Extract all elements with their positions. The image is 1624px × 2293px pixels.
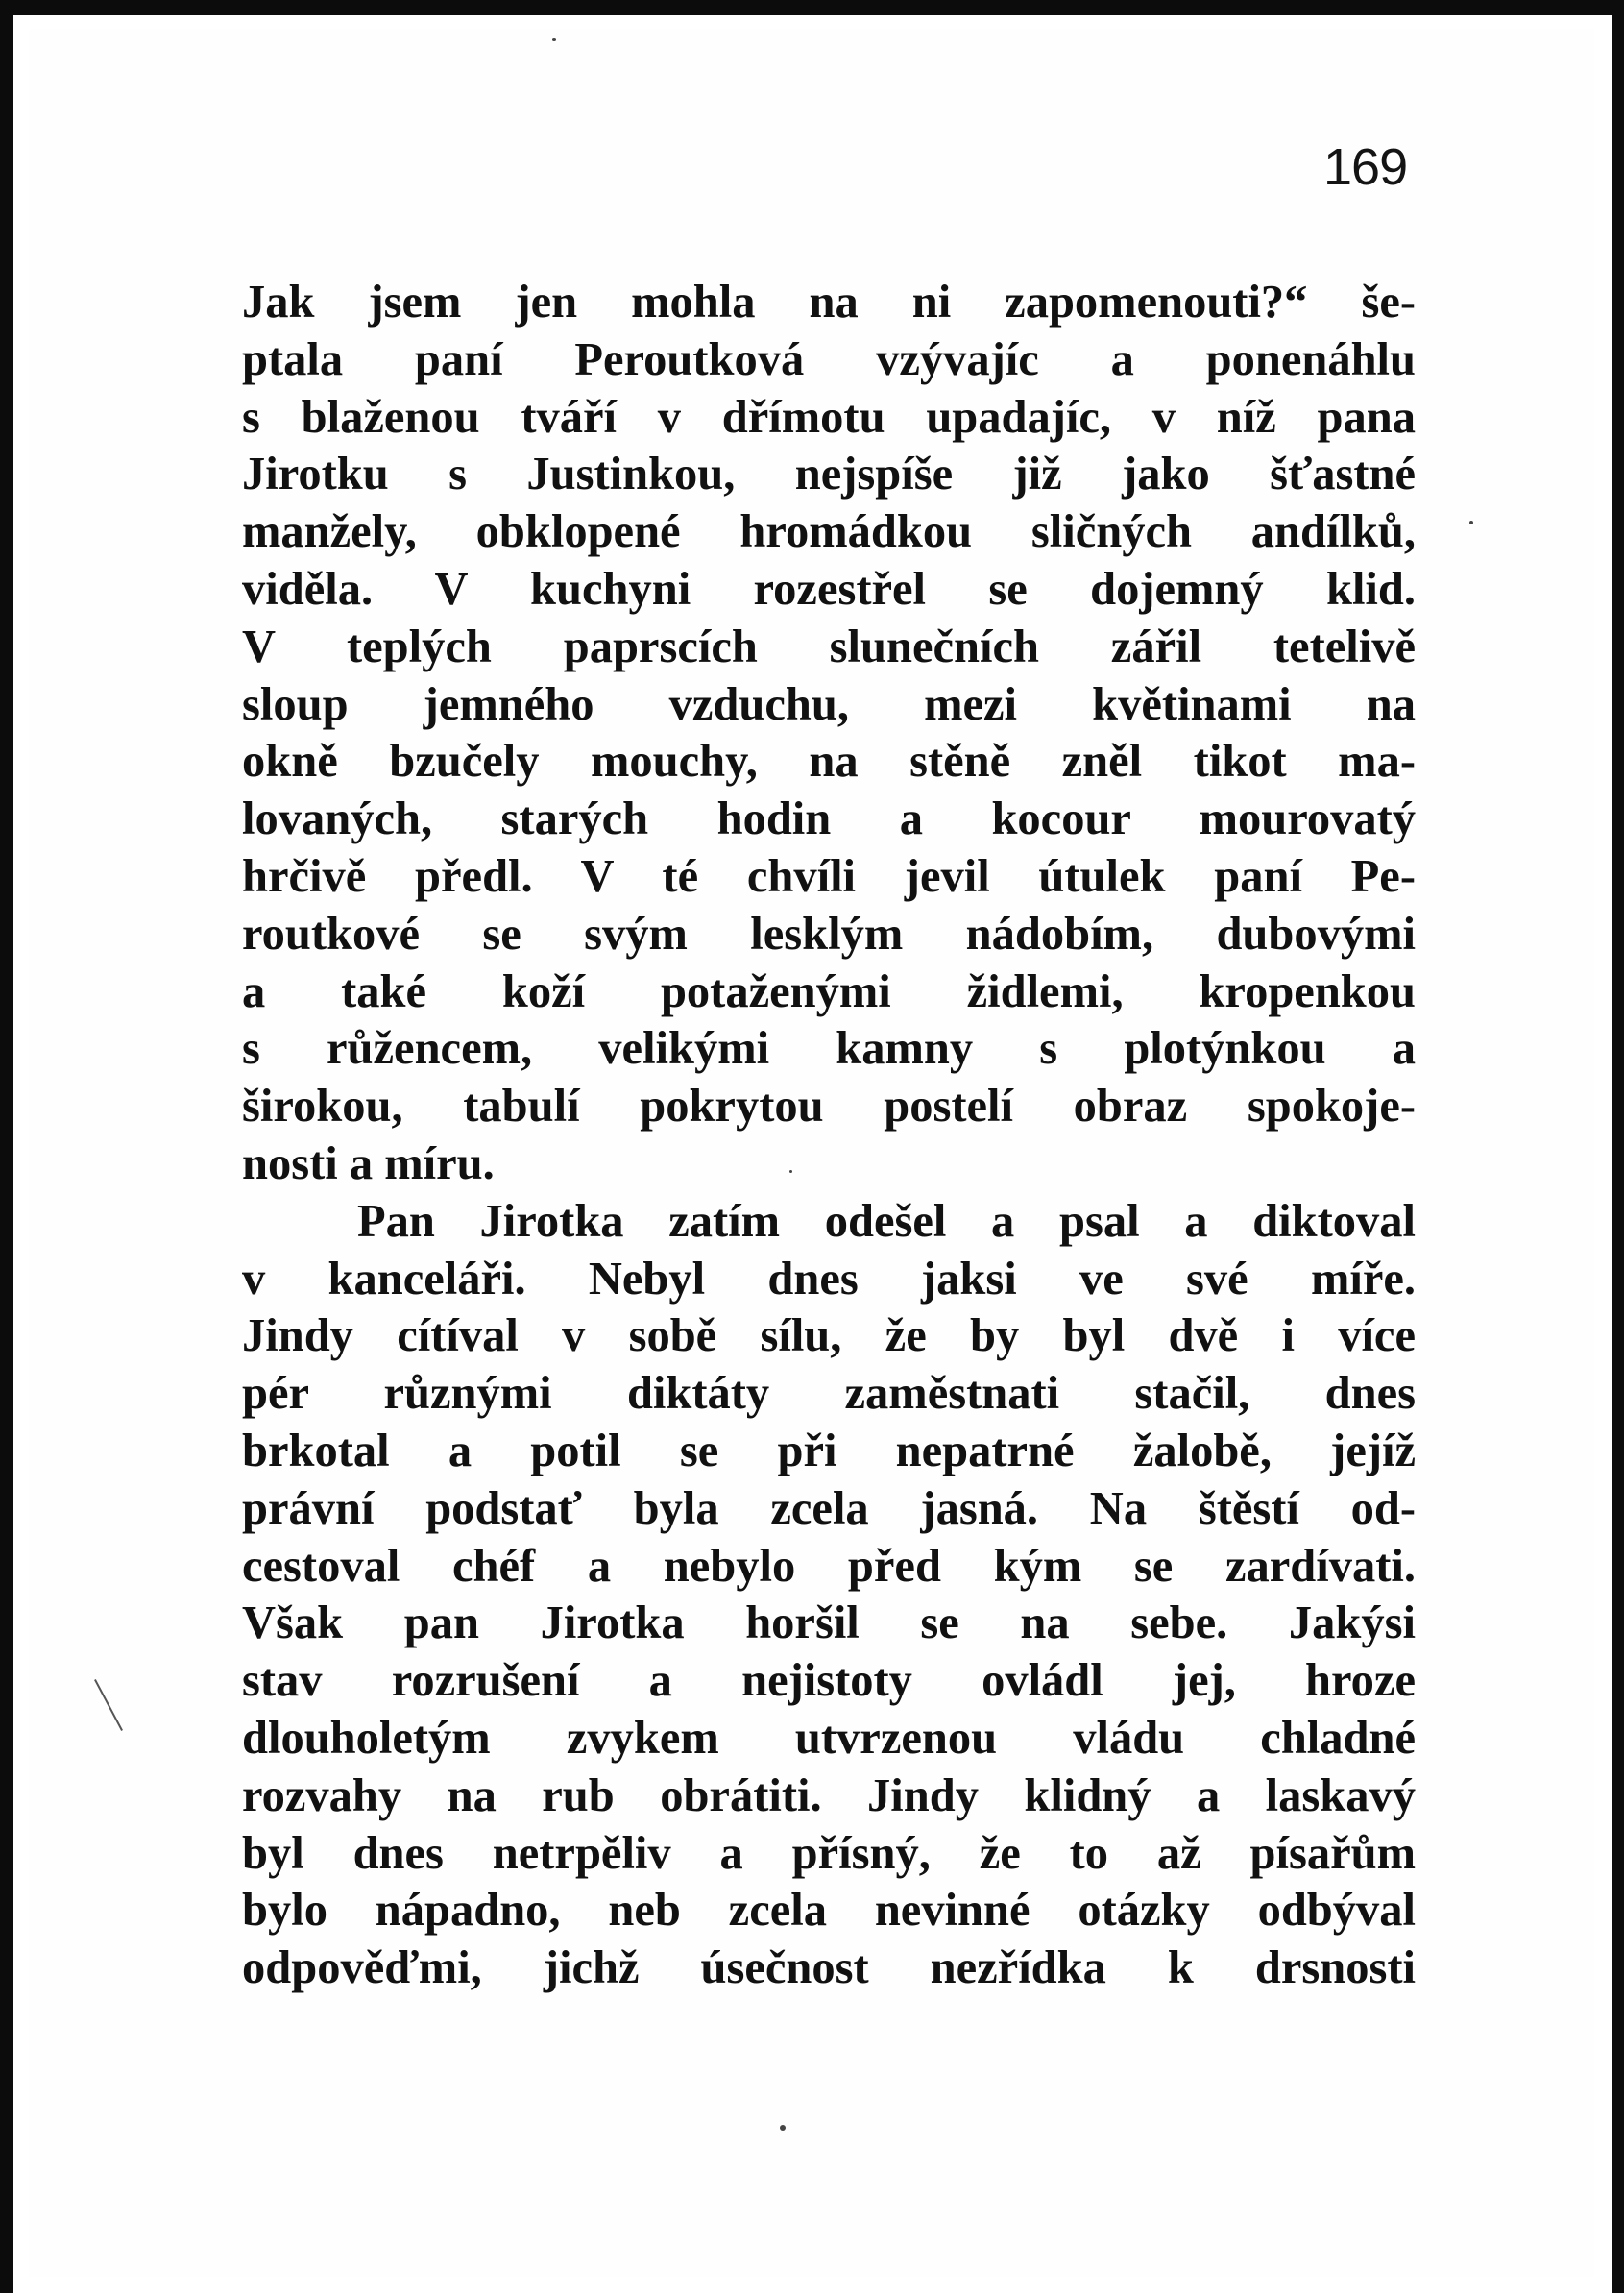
- text-line: Pan Jirotka zatím odešel a psal a diktoval: [357, 1195, 1416, 1247]
- body-text: [242, 274, 1416, 1997]
- text-line: byl dnes netrpěliv a přísný, že to až písařům: [242, 1827, 1416, 1879]
- scan-border-right: [1612, 0, 1624, 2293]
- text-line: brkotal a potil se při nepatrné žalobě, jejíž: [242, 1425, 1416, 1476]
- paragraph-2: [242, 1193, 1416, 1997]
- text-line: routkové se svým lesklým nádobím, dubovými: [242, 908, 1416, 960]
- text-line: okně bzučely mouchy, na stěně zněl tikot ma-: [242, 736, 1416, 788]
- dust-speck: [552, 38, 556, 41]
- text-line: a také koží potaženými židlemi, kropenkou: [242, 965, 1416, 1017]
- text-line: s blaženou tváří v dřímotu upadajíc, v níž pana: [242, 391, 1416, 443]
- text-line: V teplých paprscích slunečních zářil tetelivě: [242, 621, 1416, 672]
- text-line: právní podstať byla zcela jasná. Na štěstí od-: [242, 1482, 1416, 1534]
- dust-speck: [789, 1170, 792, 1173]
- text-line: cestoval chéf a nebylo před kým se zardívati.: [242, 1540, 1416, 1592]
- text-line: viděla. V kuchyni rozestřel se dojemný klid.: [242, 563, 1416, 615]
- dust-speck: [1469, 521, 1473, 524]
- dust-speck: [780, 2125, 786, 2131]
- text-line: stav rozrušení a nejistoty ovládl jej, hroze: [242, 1655, 1416, 1707]
- text-line: dlouholetým zvykem utvrzenou vládu chladné: [242, 1712, 1416, 1764]
- text-line: Jak jsem jen mohla na ni zapomenouti?“ še-: [242, 277, 1416, 328]
- text-line: pér různými diktáty zaměstnati stačil, dnes: [242, 1368, 1416, 1420]
- text-line: rozvahy na rub obrátiti. Jindy klidný a laskavý: [242, 1769, 1416, 1821]
- text-line: ptala paní Peroutková vzývajíc a ponenáhlu: [242, 333, 1416, 385]
- text-line: nosti a míru.: [242, 1137, 495, 1189]
- text-line: sloup jemného vzduchu, mezi květinami na: [242, 678, 1416, 730]
- text-line: s růžencem, velikými kamny s plotýnkou a: [242, 1023, 1416, 1075]
- page-number: 169: [1323, 138, 1408, 196]
- text-line: manžely, obklopené hromádkou sličných andílků,: [242, 506, 1416, 558]
- text-line: bylo nápadno, neb zcela nevinné otázky odbýval: [242, 1885, 1416, 1937]
- text-line: Jirotku s Justinkou, nejspíše již jako šťastné: [242, 449, 1416, 500]
- text-line: v kanceláři. Nebyl dnes jaksi ve své míře.: [242, 1253, 1416, 1305]
- scan-border-left: [0, 0, 13, 2293]
- text-line: Však pan Jirotka horšil se na sebe. Jakýsi: [242, 1598, 1416, 1649]
- scan-border-top: [0, 0, 1624, 15]
- text-line: Jindy cítíval v sobě sílu, že by byl dvě i více: [242, 1310, 1416, 1362]
- text-line: hrčivě předl. V té chvíli jevil útulek paní Pe-: [242, 850, 1416, 902]
- text-line: širokou, tabulí pokrytou postelí obraz spokoje-: [242, 1081, 1416, 1133]
- text-line: odpověďmi, jichž úsečnost nezřídka k drsnosti: [242, 1942, 1416, 1994]
- paragraph-1: [242, 274, 1416, 1193]
- text-line: lovaných, starých hodin a kocour mourovatý: [242, 793, 1416, 845]
